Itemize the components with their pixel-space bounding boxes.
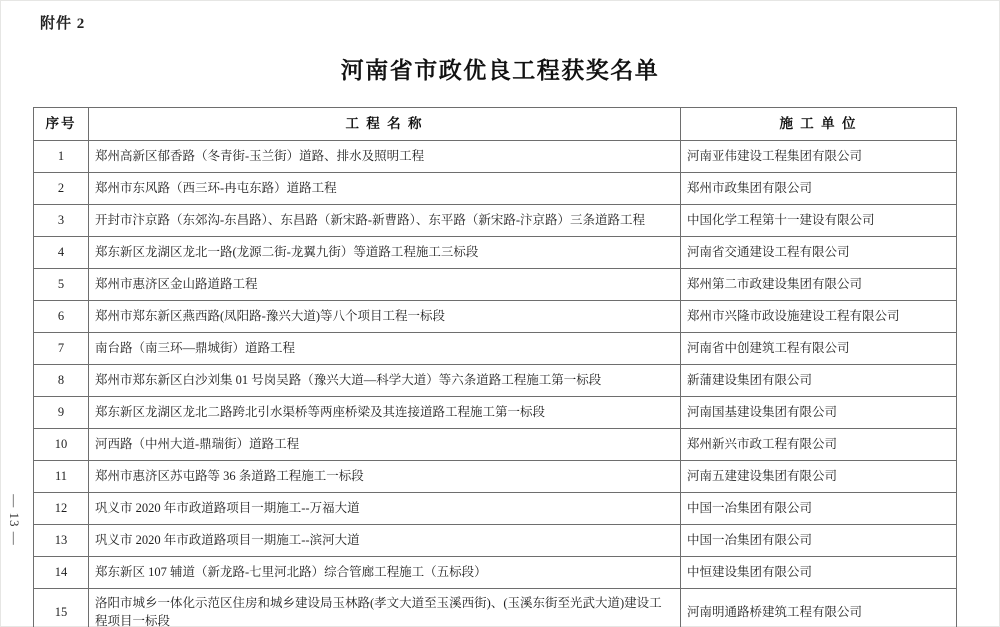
row-index-cell: 2: [34, 173, 89, 205]
contractor-cell: 河南五建建设集团有限公司: [681, 461, 957, 493]
project-name-cell: 郑东新区龙湖区龙北一路(龙源二街-龙翼九街）等道路工程施工三标段: [89, 237, 681, 269]
table-row: [34, 333, 957, 365]
table-row: [34, 397, 957, 429]
project-name-cell: 开封市汴京路（东郊沟-东昌路）、东昌路（新宋路-新曹路）、东平路（新宋路-汴京路）三条道路工程: [89, 205, 681, 237]
table-row: [34, 461, 957, 493]
contractor-cell: 中国一冶集团有限公司: [681, 525, 957, 557]
col-header-index: 序号: [34, 108, 89, 141]
contractor-cell: 中恒建设集团有限公司: [681, 557, 957, 589]
table-row: [34, 557, 957, 589]
table-row: [34, 173, 957, 205]
row-index-cell: 11: [34, 461, 89, 493]
table-body: [34, 141, 957, 627]
table-row: [34, 141, 957, 173]
row-index-cell: 10: [34, 429, 89, 461]
row-index-cell: 9: [34, 397, 89, 429]
row-index-cell: 12: [34, 493, 89, 525]
contractor-cell: 郑州新兴市政工程有限公司: [681, 429, 957, 461]
row-index-cell: 14: [34, 557, 89, 589]
contractor-cell: 郑州市政集团有限公司: [681, 173, 957, 205]
project-name-cell: 郑州高新区郁香路（冬青街-玉兰街）道路、排水及照明工程: [89, 141, 681, 173]
row-index-cell: 4: [34, 237, 89, 269]
project-name-cell: 巩义市 2020 年市政道路项目一期施工--万福大道: [89, 493, 681, 525]
contractor-cell: 郑州第二市政建设集团有限公司: [681, 269, 957, 301]
page-number: — 13 —: [7, 494, 22, 546]
project-name-cell: 郑东新区龙湖区龙北二路跨北引水渠桥等两座桥梁及其连接道路工程施工第一标段: [89, 397, 681, 429]
project-name-cell: 河西路（中州大道-鼎瑞街）道路工程: [89, 429, 681, 461]
row-index-cell: 5: [34, 269, 89, 301]
col-header-contractor: 施 工 单 位: [681, 108, 957, 141]
project-name-cell: 巩义市 2020 年市政道路项目一期施工--滨河大道: [89, 525, 681, 557]
contractor-cell: 新蒲建设集团有限公司: [681, 365, 957, 397]
table-row: [34, 493, 957, 525]
row-index-cell: 7: [34, 333, 89, 365]
table-row: [34, 365, 957, 397]
row-index-cell: 1: [34, 141, 89, 173]
table-header-row: [34, 108, 957, 141]
project-name-cell: 郑州市东风路（西三环-冉屯东路）道路工程: [89, 173, 681, 205]
table-row: [34, 429, 957, 461]
contractor-cell: 郑州市兴隆市政设施建设工程有限公司: [681, 301, 957, 333]
project-name-cell: 郑州市惠济区苏屯路等 36 条道路工程施工一标段: [89, 461, 681, 493]
page-title: 河南省市政优良工程获奖名单: [340, 58, 660, 83]
table-row: [34, 205, 957, 237]
table-row: [34, 589, 957, 627]
contractor-cell: 河南亚伟建设工程集团有限公司: [681, 141, 957, 173]
awards-table: [33, 107, 957, 627]
row-index-cell: 15: [34, 589, 89, 627]
col-header-project-name: 工 程 名 称: [89, 108, 681, 141]
row-index-cell: 13: [34, 525, 89, 557]
row-index-cell: 8: [34, 365, 89, 397]
row-index-cell: 6: [34, 301, 89, 333]
table-row: [34, 269, 957, 301]
table-row: [34, 301, 957, 333]
project-name-cell: 洛阳市城乡一体化示范区住房和城乡建设局玉林路(孝文大道至玉溪西街)、(玉溪东街至光武大道)建设工程项目一标段: [89, 589, 681, 627]
attachment-label: 附件 2: [40, 16, 86, 32]
project-name-cell: 郑州市郑东新区燕西路(凤阳路-豫兴大道)等八个项目工程一标段: [89, 301, 681, 333]
project-name-cell: 郑东新区 107 辅道（新龙路-七里河北路）综合管廊工程施工（五标段）: [89, 557, 681, 589]
contractor-cell: 中国化学工程第十一建设有限公司: [681, 205, 957, 237]
project-name-cell: 郑州市郑东新区白沙刘集 01 号岗吴路（豫兴大道—科学大道）等六条道路工程施工第一标段: [89, 365, 681, 397]
table-row: [34, 525, 957, 557]
contractor-cell: 河南明通路桥建筑工程有限公司: [681, 589, 957, 627]
contractor-cell: 中国一冶集团有限公司: [681, 493, 957, 525]
contractor-cell: 河南省交通建设工程有限公司: [681, 237, 957, 269]
table-row: [34, 237, 957, 269]
contractor-cell: 河南国基建设集团有限公司: [681, 397, 957, 429]
project-name-cell: 郑州市惠济区金山路道路工程: [89, 269, 681, 301]
row-index-cell: 3: [34, 205, 89, 237]
contractor-cell: 河南省中创建筑工程有限公司: [681, 333, 957, 365]
project-name-cell: 南台路（南三环—鼎城街）道路工程: [89, 333, 681, 365]
